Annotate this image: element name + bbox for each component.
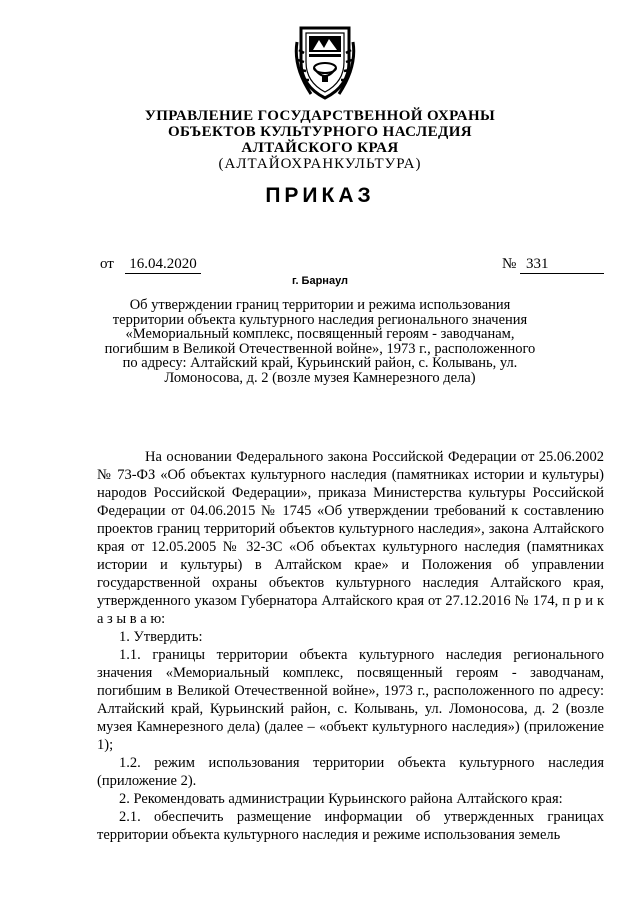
date-prefix: от xyxy=(100,256,114,272)
org-name-line1: УПРАВЛЕНИЕ ГОСУДАРСТВЕННОЙ ОХРАНЫ xyxy=(144,108,496,124)
document-number: 331 xyxy=(520,256,604,274)
document-subject: Об утверждении границ территории и режима использования территории объекта культурного наследия регионального значения «Мемориальный комплекс, посвященный героям - заводчанам, погибшим в Великой Отечественной войне», 1973 г., расположенного по адресу: Алтайский край, Курьинский район, с. Колывань, ул. Ломоносова, д. 2 (возле музея Камнерезного дела) xyxy=(104,297,536,386)
org-name-line2: ОБЪЕКТОВ КУЛЬТУРНОГО НАСЛЕДИЯ xyxy=(167,124,473,140)
item-1: 1. Утвердить: xyxy=(119,629,203,645)
number-prefix: № xyxy=(502,256,517,272)
coat-of-arms-emblem xyxy=(293,22,357,102)
document-type-title: ПРИКАЗ xyxy=(265,184,375,207)
item-1-2: 1.2. режим использования территории объекта культурного наследия (приложение 2). xyxy=(97,755,604,789)
item-2-1: 2.1. обеспечить размещение информации об утвержденных границах территории объекта культурного наследия и режиме использования земель xyxy=(97,809,604,843)
city-label: г. Барнаул xyxy=(291,275,349,287)
item-1-1: 1.1. границы территории объекта культурного наследия регионального значения «Мемориальный комплекс, посвященный героям - заводчанам, погибшим в Великой Отечественной войне», 1973 г., расположенного по адресу: Алтайский край, Курьинский район, с. Колывань, ул. Ломоносова, д. 2 (возле музея Камнерезного дела) (далее – «объект культурного наследия») (приложение 1); xyxy=(97,647,604,753)
document-date: 16.04.2020 xyxy=(125,256,201,274)
item-2: 2. Рекомендовать администрации Курьинского района Алтайского края: xyxy=(119,791,563,807)
document-body xyxy=(97,448,604,844)
preamble-paragraph: На основании Федерального закона Российской Федерации от 25.06.2002 № 73-ФЗ «Об объектах культурного наследия (памятниках истории и культуры) народов Российской Федерации», приказа Министерства культуры Российской Федерации от 04.06.2015 № 1745 «Об утверждении требований к составлению проектов границ территорий объектов культурного наследия», закона Алтайского края от 12.05.2005 № 32-ЗС «Об объектах культурного наследия (памятниках истории и культуры) в Алтайском крае» и Положения об управлении государственной охраны объектов культурного наследия Алтайского края, утвержденного указом Губернатора Алтайского края от 27.12.2016 № 174, п р и к а з ы в а ю: xyxy=(97,449,604,627)
org-name-line3: АЛТАЙСКОГО КРАЯ xyxy=(241,140,399,156)
org-abbreviation: (АЛТАЙОХРАНКУЛЬТУРА) xyxy=(218,156,422,172)
